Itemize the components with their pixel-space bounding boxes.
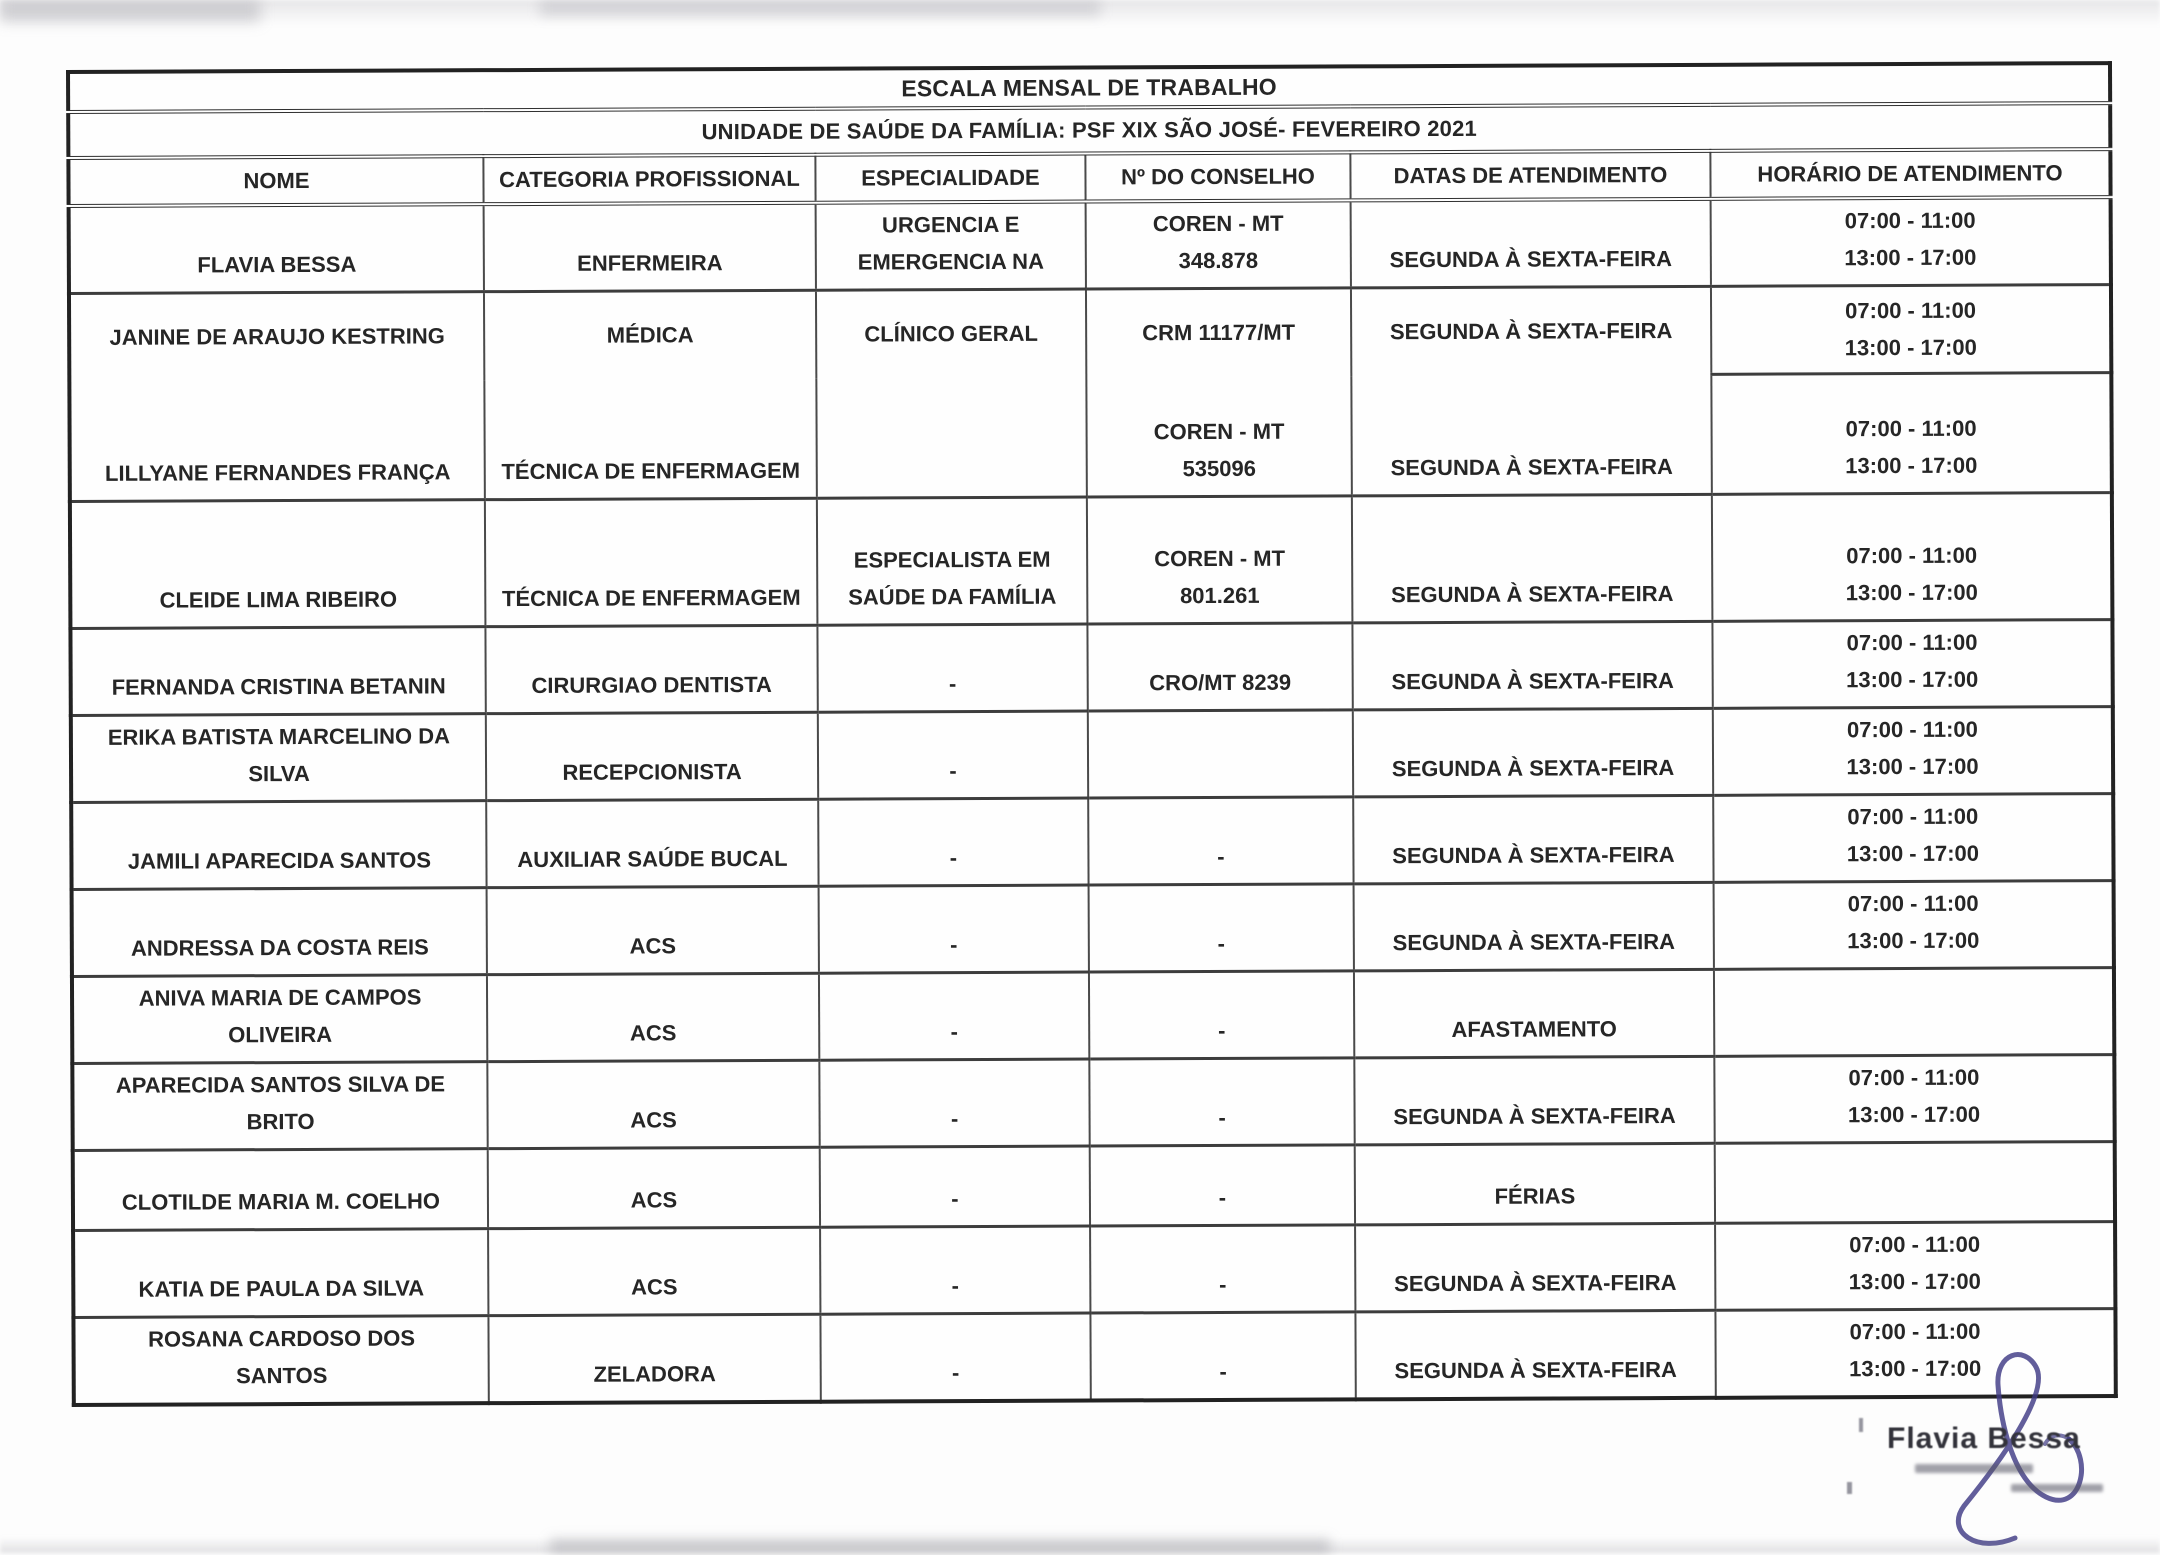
- cell-conselho: [1089, 1058, 1354, 1146]
- table-row: [72, 881, 2114, 977]
- cell-horario: [1715, 1222, 2115, 1311]
- cell-especialidade: [820, 1146, 1090, 1227]
- cell-categoria: [484, 378, 817, 499]
- cell-text-line: 13:00 - 17:00: [1846, 840, 1980, 867]
- cell-text-line: BRITO: [246, 1108, 315, 1135]
- cell-text-line: [1722, 1212, 2107, 1214]
- cell-conselho: [1086, 376, 1352, 497]
- cell-conselho: [1090, 1145, 1355, 1226]
- cell-text-line: 13:00 - 17:00: [1845, 452, 1978, 479]
- cell-conselho: [1088, 797, 1353, 885]
- cell-text-line: CLEIDE LIMA RIBEIRO: [159, 586, 398, 613]
- cell-especialidade: [816, 377, 1087, 498]
- cell-conselho: [1086, 200, 1351, 289]
- cell-text-line: COREN - MT: [1154, 545, 1286, 572]
- cell-nome: [69, 204, 484, 293]
- cell-text-line: TÉCNICA DE ENFERMAGEM: [501, 584, 801, 612]
- cell-text-line: -: [951, 1360, 960, 1386]
- cell-text-line: JAMILI APARECIDA SANTOS: [127, 847, 432, 874]
- cell-categoria: [487, 886, 819, 974]
- cell-especialidade: [820, 1226, 1090, 1314]
- cell-text-line: CRM 11177/MT: [1142, 319, 1296, 346]
- scan-artifact-top-band: [0, 0, 2160, 26]
- column-header-datas: DATAS DE ATENDIMENTO: [1350, 151, 1710, 201]
- document-subtitle: UNIDADE DE SAÚDE DA FAMÍLIA: PSF XIX SÃO JOSÉ- FEVEREIRO 2021: [68, 103, 2110, 158]
- cell-categoria: [485, 498, 818, 626]
- cell-horario: [1714, 1055, 2114, 1144]
- cell-conselho: [1090, 1312, 1355, 1401]
- column-header-horario: HORÁRIO DE ATENDIMENTO: [1710, 149, 2110, 199]
- cell-text-line: -: [1217, 1017, 1226, 1043]
- cell-text-line: COREN - MT: [1152, 210, 1284, 237]
- cell-text-line: 07:00 - 11:00: [1849, 1318, 1981, 1345]
- cell-especialidade: [819, 972, 1089, 1060]
- cell-especialidade: [816, 202, 1086, 291]
- cell-text-line: 13:00 - 17:00: [1849, 1355, 1982, 1382]
- cell-text-line: [1095, 787, 1346, 788]
- stamp-subtext-line2: [2011, 1484, 2103, 1492]
- cell-text-line: SEGUNDA À SEXTA-FEIRA: [1391, 580, 1674, 608]
- cell-conselho: [1089, 884, 1354, 972]
- cell-text-line: SEGUNDA À SEXTA-FEIRA: [1391, 667, 1674, 695]
- cell-conselho: [1087, 623, 1352, 711]
- cell-horario: [1711, 197, 2111, 286]
- cell-text-line: ACS: [631, 1274, 678, 1300]
- cell-text-line: CLÍNICO GERAL: [864, 320, 1038, 347]
- cell-text-line: 07:00 - 11:00: [1845, 297, 1977, 323]
- cell-text-line: 535096: [1182, 455, 1257, 482]
- table-row: [69, 285, 2111, 382]
- cell-text-line: -: [951, 1273, 960, 1299]
- cell-text-line: ACS: [629, 1020, 677, 1046]
- cell-text-line: ENFERMEIRA: [577, 250, 723, 276]
- cell-datas: [1352, 494, 1713, 623]
- cell-conselho: [1089, 971, 1354, 1059]
- table-row: [73, 1309, 2115, 1405]
- cell-datas: [1353, 795, 1713, 884]
- cell-horario: [1714, 881, 2114, 970]
- cell-categoria: [488, 1147, 820, 1228]
- cell-text-line: TÉCNICA DE ENFERMAGEM: [501, 457, 801, 485]
- cell-horario: [1711, 373, 2112, 495]
- cell-nome: [73, 1149, 488, 1231]
- cell-text-line: ACS: [630, 1187, 678, 1213]
- cell-nome: [71, 714, 486, 803]
- column-header-nome: NOME: [68, 156, 483, 206]
- cell-text-line: ERIKA BATISTA MARCELINO DA: [107, 723, 451, 750]
- signature-stamp: [1845, 1340, 2155, 1555]
- cell-text-line: 13:00 - 17:00: [1844, 244, 1977, 271]
- cell-text-line: 13:00 - 17:00: [1846, 753, 1979, 780]
- cell-nome: [69, 292, 484, 382]
- table-row: [73, 1142, 2115, 1231]
- cell-text-line: 13:00 - 17:00: [1844, 334, 1977, 360]
- table-row: [71, 707, 2113, 803]
- cell-datas: [1351, 374, 1712, 496]
- cell-nome: [73, 1316, 488, 1405]
- cell-text-line: RECEPCIONISTA: [562, 759, 742, 785]
- cell-horario: [1711, 285, 2111, 375]
- cell-categoria: [484, 290, 816, 379]
- cell-text-line: CLOTILDE MARIA M. COELHO: [121, 1188, 441, 1215]
- cell-especialidade: [819, 885, 1089, 973]
- cell-text-line: ANDRESSA DA COSTA REIS: [130, 934, 429, 961]
- cell-datas: [1355, 1143, 1715, 1225]
- cell-nome: [73, 1229, 488, 1318]
- cell-text-line: ACS: [629, 933, 677, 959]
- scan-artifact-bottom-center: [550, 1539, 1330, 1553]
- cell-text-line: -: [950, 932, 958, 958]
- cell-text-line: -: [948, 671, 957, 697]
- cell-text-line: SEGUNDA À SEXTA-FEIRA: [1394, 1269, 1677, 1297]
- cell-text-line: SEGUNDA À SEXTA-FEIRA: [1392, 841, 1675, 869]
- cell-categoria: [488, 1314, 820, 1403]
- cell-text-line: -: [1217, 843, 1225, 869]
- cell-datas: [1354, 1056, 1714, 1145]
- cell-especialidade: [816, 289, 1086, 378]
- cell-text-line: SEGUNDA À SEXTA-FEIRA: [1389, 245, 1673, 273]
- schedule-body: [69, 197, 2116, 1405]
- cell-text-line: MÉDICA: [606, 322, 694, 348]
- cell-text-line: SEGUNDA À SEXTA-FEIRA: [1394, 1356, 1677, 1384]
- cell-text-line: [1721, 1045, 2106, 1047]
- cell-categoria: [487, 973, 819, 1061]
- stamp-name: Flavia Bessa: [1887, 1422, 2081, 1455]
- schedule-table: [66, 61, 2118, 1407]
- cell-text-line: 13:00 - 17:00: [1847, 927, 1980, 954]
- cell-text-line: CIRURGIAO DENTISTA: [531, 671, 772, 698]
- column-header-conselho: Nº DO CONSELHO: [1085, 152, 1350, 201]
- cell-text-line: 07:00 - 11:00: [1847, 803, 1979, 830]
- cell-nome: [72, 888, 487, 977]
- cell-text-line: 07:00 - 11:00: [1846, 716, 1978, 743]
- cell-text-line: FLAVIA BESSA: [197, 251, 357, 278]
- cell-datas: [1351, 199, 1711, 288]
- stamp-subtext-blur: [1915, 1462, 2075, 1488]
- cell-nome: [70, 500, 486, 629]
- cell-text-line: -: [949, 845, 958, 871]
- cell-especialidade: [817, 624, 1087, 712]
- cell-horario: [1712, 620, 2112, 709]
- cell-horario: [1712, 493, 2113, 622]
- cell-text-line: [824, 488, 1080, 489]
- cell-text-line: -: [950, 1106, 959, 1132]
- cell-text-line: 07:00 - 11:00: [1849, 1231, 1981, 1258]
- table-row: [73, 1222, 2115, 1318]
- cell-text-line: 13:00 - 17:00: [1848, 1268, 1981, 1295]
- cell-text-line: JANINE DE ARAUJO KESTRING: [109, 323, 445, 350]
- column-header-categoria: CATEGORIA PROFISSIONAL: [483, 155, 815, 204]
- cell-text-line: AFASTAMENTO: [1451, 1016, 1617, 1042]
- table-row: [72, 968, 2114, 1064]
- cell-nome: [72, 975, 487, 1064]
- cell-text-line: SEGUNDA À SEXTA-FEIRA: [1390, 453, 1673, 481]
- cell-text-line: 13:00 - 17:00: [1847, 1101, 1981, 1128]
- cell-text-line: LILLYANE FERNANDES FRANÇA: [104, 459, 451, 486]
- cell-datas: [1355, 1223, 1715, 1312]
- stamp-mark-left: [1859, 1418, 1863, 1432]
- cell-conselho: [1088, 710, 1353, 798]
- cell-especialidade: [818, 798, 1088, 886]
- cell-datas: [1354, 882, 1714, 971]
- cell-text-line: AUXILIAR SAÚDE BUCAL: [517, 845, 788, 873]
- cell-text-line: ZELADORA: [593, 1361, 716, 1387]
- cell-datas: [1353, 708, 1713, 797]
- cell-horario: [1715, 1142, 2115, 1224]
- cell-text-line: SANTOS: [236, 1362, 328, 1389]
- table-row: [71, 794, 2113, 890]
- table-row: [70, 493, 2113, 629]
- cell-text-line: -: [949, 758, 957, 784]
- cell-text-line: 07:00 - 11:00: [1847, 890, 1979, 917]
- cell-text-line: 07:00 - 11:00: [1846, 629, 1978, 656]
- scan-artifact-top-center: [540, 0, 1100, 16]
- stamp-mark-lower-left: [1847, 1482, 1852, 1494]
- cell-text-line: 07:00 - 11:00: [1848, 1064, 1980, 1091]
- cell-conselho: [1090, 1225, 1355, 1313]
- cell-datas: [1354, 969, 1714, 1058]
- cell-conselho: [1087, 496, 1353, 624]
- cell-text-line: SEGUNDA À SEXTA-FEIRA: [1393, 1102, 1676, 1130]
- cell-text-line: 07:00 - 11:00: [1844, 207, 1976, 234]
- cell-especialidade: [819, 1059, 1089, 1147]
- cell-categoria: [486, 799, 818, 887]
- cell-horario: [1714, 968, 2114, 1057]
- cell-text-line: -: [1218, 1104, 1226, 1130]
- cell-text-line: ROSANA CARDOSO DOS: [148, 1325, 416, 1352]
- cell-text-line: FERNANDA CRISTINA BETANIN: [111, 673, 446, 700]
- cell-text-line: COREN - MT: [1153, 418, 1285, 445]
- cell-text-line: CRO/MT 8239: [1149, 669, 1292, 696]
- cell-nome: [71, 801, 486, 890]
- cell-categoria: [486, 712, 818, 800]
- document-title: ESCALA MENSAL DE TRABALHO: [68, 63, 2110, 112]
- cell-text-line: SEGUNDA À SEXTA-FEIRA: [1391, 754, 1675, 782]
- table-row: [69, 197, 2111, 293]
- cell-text-line: ANIVA MARIA DE CAMPOS: [138, 984, 422, 1011]
- cell-text-line: 13:00 - 17:00: [1846, 666, 1979, 693]
- cell-text-line: -: [951, 1186, 959, 1212]
- cell-datas: [1352, 621, 1712, 710]
- cell-text-line: KATIA DE PAULA DA SILVA: [138, 1275, 425, 1302]
- cell-text-line: 07:00 - 11:00: [1845, 415, 1977, 442]
- cell-text-line: ESPECIALISTA EM: [853, 546, 1051, 573]
- cell-text-line: 07:00 - 11:00: [1846, 542, 1978, 569]
- scan-artifact-bottom-band: [0, 1537, 2160, 1553]
- cell-text-line: SEGUNDA À SEXTA-FEIRA: [1389, 317, 1673, 344]
- cell-datas: [1351, 286, 1711, 376]
- cell-nome: [69, 380, 485, 502]
- cell-categoria: [484, 203, 816, 292]
- cell-especialidade: [817, 497, 1088, 625]
- cell-text-line: SILVA: [248, 760, 310, 787]
- cell-text-line: -: [1217, 930, 1226, 956]
- column-header-especialidade: ESPECIALIDADE: [815, 154, 1085, 203]
- cell-text-line: EMERGENCIA NA: [857, 248, 1044, 275]
- cell-horario: [1713, 794, 2113, 883]
- cell-conselho: [1086, 288, 1351, 377]
- cell-datas: [1355, 1310, 1715, 1399]
- cell-nome: [70, 627, 485, 716]
- cell-especialidade: [820, 1313, 1090, 1402]
- cell-text-line: -: [1219, 1358, 1227, 1384]
- cell-text-line: -: [950, 1019, 958, 1045]
- cell-text-line: OLIVEIRA: [228, 1021, 333, 1048]
- cell-text-line: 348.878: [1178, 247, 1259, 274]
- cell-horario: [1713, 707, 2113, 796]
- cell-text-line: SEGUNDA À SEXTA-FEIRA: [1392, 928, 1676, 956]
- cell-text-line: -: [1219, 1271, 1227, 1297]
- cell-categoria: [485, 625, 817, 713]
- cell-text-line: ACS: [630, 1107, 677, 1133]
- cell-text-line: 801.261: [1179, 582, 1260, 609]
- cell-text-line: FÉRIAS: [1494, 1183, 1576, 1209]
- cell-categoria: [488, 1227, 820, 1315]
- scan-artifact-top-left: [0, 0, 260, 22]
- table-row: [70, 620, 2112, 716]
- cell-text-line: APARECIDA SANTOS SILVA DE: [115, 1071, 446, 1098]
- cell-text-line: URGENCIA E: [881, 211, 1020, 238]
- table-row: [69, 373, 2112, 502]
- cell-text-line: -: [1218, 1184, 1227, 1210]
- document-sheet: [66, 61, 2118, 1407]
- cell-text-line: SAÚDE DA FAMÍLIA: [848, 583, 1057, 610]
- cell-nome: [72, 1062, 487, 1151]
- cell-text-line: 13:00 - 17:00: [1845, 579, 1978, 606]
- stamp-subtext-line1: [1915, 1464, 2033, 1473]
- cell-especialidade: [818, 711, 1088, 799]
- cell-categoria: [487, 1060, 819, 1148]
- table-row: [72, 1055, 2114, 1151]
